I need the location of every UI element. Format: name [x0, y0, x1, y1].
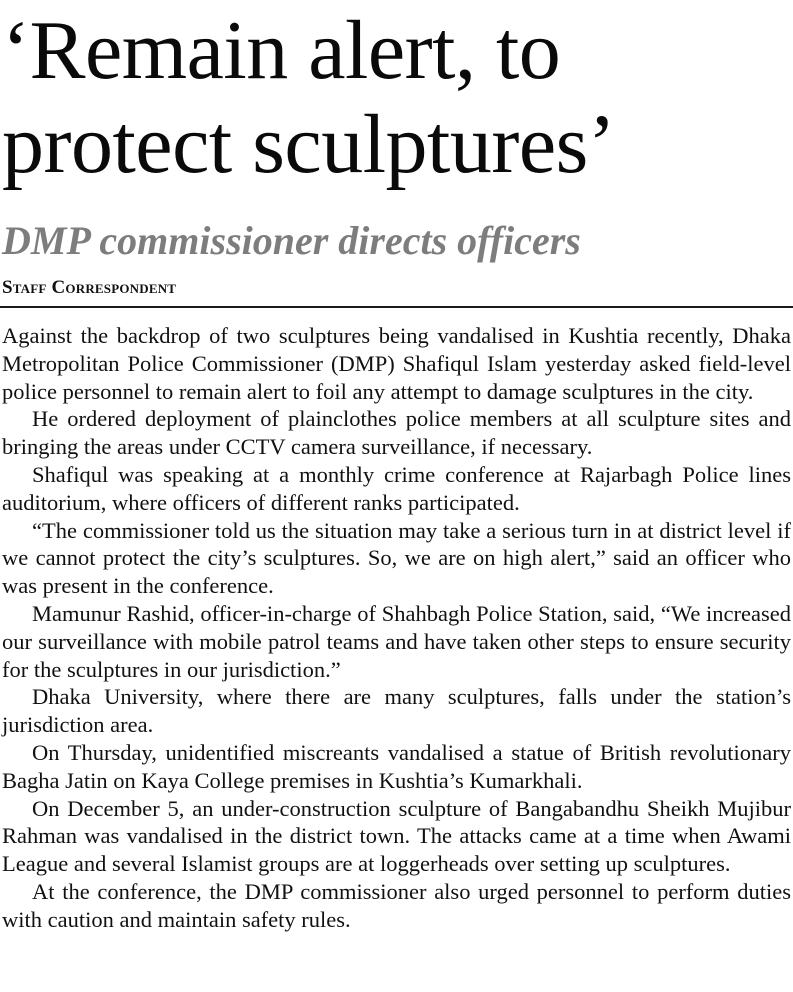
paragraph-1: Against the backdrop of two sculptures being vandalised in Kushtia recently, Dhaka Metropolitan Police Commissioner (DMP) Shafiqul Islam yesterday asked field-level police personnel to remain alert to foil any attempt to damage sculptures in the city. — [2, 323, 791, 404]
byline-divider — [0, 306, 793, 308]
byline: Staff Correspondent — [2, 277, 177, 298]
headline — [2, 4, 793, 192]
paragraph-2: He ordered deployment of plainclothes police members at all sculpture sites and bringing the areas under CCTV camera surveillance, if necessary. — [2, 406, 791, 460]
paragraph-8: On December 5, an under-construction sculpture of Bangabandhu Sheikh Mujibur Rahman was vandalised in the district town. The attacks came at a time when Awami League and several Islamist groups are at loggerheads over setting up sculptures. — [2, 795, 791, 877]
paragraph-7: On Thursday, unidentified miscreants vandalised a statue of British revolutionary Bagha Jatin on Kaya College premises in Kushtia’s Kumarkhali. — [2, 739, 791, 793]
paragraph-6: Dhaka University, where there are many sculptures, falls under the station’s jurisdiction area. — [2, 684, 791, 738]
article-body — [2, 322, 791, 934]
paragraph-5: Mamunur Rashid, officer-in-charge of Shahbagh Police Station, said, “We increased our surveillance with mobile patrol teams and have taken other steps to ensure security for the sculptures in our jurisdiction.” — [2, 600, 791, 682]
headline-line-1: ‘Remain alert, to — [2, 4, 561, 97]
headline-line-2: protect sculptures’ — [2, 98, 616, 191]
paragraph-3: Shafiqul was speaking at a monthly crime conference at Rajarbagh Police lines auditorium, where officers of different ranks participated. — [2, 461, 791, 515]
paragraph-9: At the conference, the DMP commissioner also urged personnel to perform duties with caution and maintain safety rules. — [2, 878, 791, 932]
paragraph-4: “The commissioner told us the situation may take a serious turn in at district level if we cannot protect the city’s sculptures. So, we are on high alert,” said an officer who was present in the conference. — [2, 517, 791, 599]
subheadline: DMP commissioner directs officers — [2, 218, 581, 263]
